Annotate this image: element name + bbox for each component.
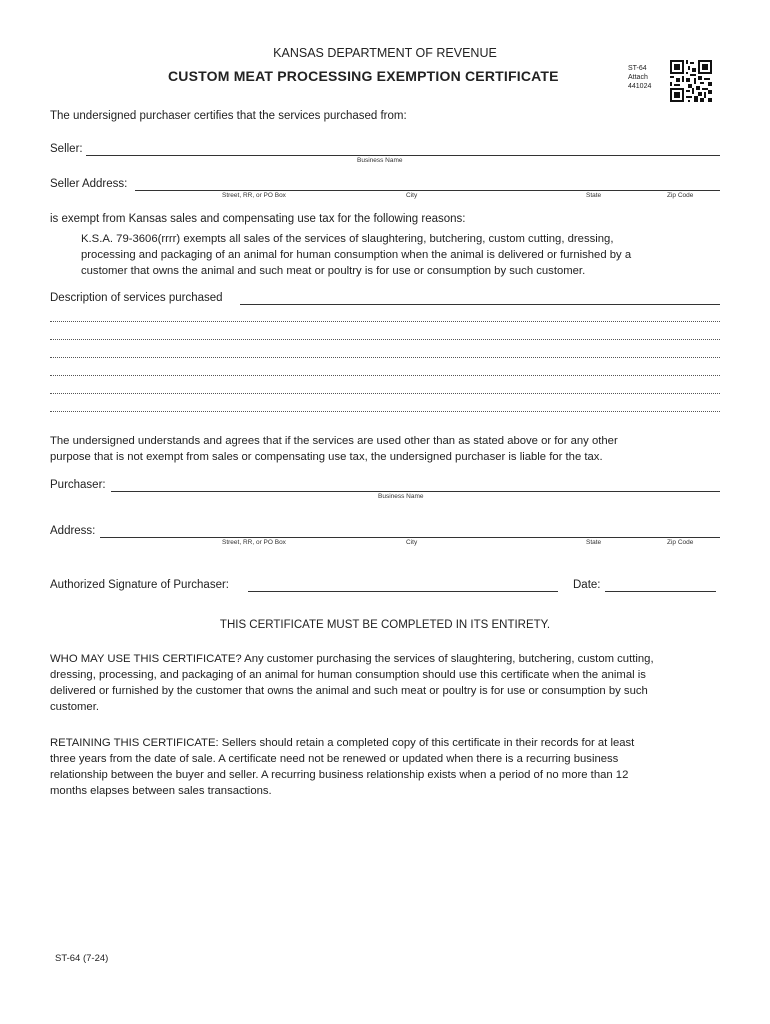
seller-name-input[interactable] xyxy=(88,141,718,155)
seller-address-input[interactable] xyxy=(137,175,717,189)
description-extra-line[interactable] xyxy=(50,321,720,322)
seller-address-line xyxy=(135,190,720,191)
agency-name: KANSAS DEPARTMENT OF REVENUE xyxy=(273,46,497,60)
form-code: ST-64 xyxy=(628,65,647,72)
seller-name-caption: Business Name xyxy=(357,157,403,164)
seller-city-caption: City xyxy=(406,192,418,199)
signature-label: Authorized Signature of Purchaser: xyxy=(50,579,229,591)
purchaser-address-input[interactable] xyxy=(102,522,717,536)
understanding-line: The undersigned understands and agrees that if the services are used other than as stated above or for any other xyxy=(50,435,618,447)
date-line xyxy=(605,591,716,592)
seller-state-caption: State xyxy=(586,192,602,199)
purchaser-state-caption: State xyxy=(586,539,602,546)
description-extra-line[interactable] xyxy=(50,339,720,340)
purchaser-zip-caption: Zip Code xyxy=(667,539,694,546)
qr-code-icon xyxy=(670,60,712,102)
signature-line xyxy=(248,591,558,592)
form-title: CUSTOM MEAT PROCESSING EXEMPTION CERTIFICATE xyxy=(168,68,559,84)
attach-label: Attach xyxy=(628,74,648,81)
description-line xyxy=(240,304,720,305)
seller-name-line xyxy=(86,155,720,156)
reason-line: customer that owns the animal and such meat or poultry is for use or consumption by such customer. xyxy=(81,265,586,277)
description-extra-line[interactable] xyxy=(50,393,720,394)
form-footer-code: ST-64 (7-24) xyxy=(55,953,109,964)
retaining-line: RETAINING THIS CERTIFICATE: Sellers should retain a completed copy of this certificate in their records for at least xyxy=(50,737,635,749)
description-label: Description of services purchased xyxy=(50,292,223,304)
description-extra-line[interactable] xyxy=(50,357,720,358)
who-may-use-line: WHO MAY USE THIS CERTIFICATE? Any customer purchasing the services of slaughtering, butchering, custom cutting, xyxy=(50,653,654,665)
purchaser-address-line xyxy=(100,537,720,538)
signature-input[interactable] xyxy=(250,577,555,591)
reason-line: processing and packaging of an animal for human consumption when the animal is delivered or furnished by a xyxy=(81,249,632,261)
description-extra-line[interactable] xyxy=(50,411,720,412)
who-may-use-line: delivered or furnished by the customer that owns the animal and such meat or poultry is for use or consumption by such xyxy=(50,685,648,697)
attach-number: 441024 xyxy=(628,83,652,90)
date-input[interactable] xyxy=(607,577,715,591)
purchaser-label: Purchaser: xyxy=(50,479,106,491)
retaining-line: three years from the date of sale. A certificate need not be renewed or updated when there is a recurring business xyxy=(50,753,619,765)
purchaser-name-caption: Business Name xyxy=(378,493,424,500)
completion-notice: THIS CERTIFICATE MUST BE COMPLETED IN ITS ENTIRETY. xyxy=(219,619,551,631)
who-may-use-line: customer. xyxy=(50,701,99,713)
date-label: Date: xyxy=(573,579,601,591)
purchaser-street-caption: Street, RR, or PO Box xyxy=(222,539,286,546)
description-input[interactable] xyxy=(242,290,717,304)
retaining-line: months elapses between sales transactions. xyxy=(50,785,272,797)
description-extra-line[interactable] xyxy=(50,375,720,376)
understanding-line: purpose that is not exempt from sales or compensating use tax, the undersigned purchaser is liable for the tax. xyxy=(50,451,603,463)
seller-label: Seller: xyxy=(50,143,83,155)
who-may-use-line: dressing, processing, and packaging of an animal for human consumption should use this certificate when the animal is xyxy=(50,669,646,681)
purchaser-address-label: Address: xyxy=(50,525,96,537)
purchaser-name-input[interactable] xyxy=(113,477,718,491)
purchaser-city-caption: City xyxy=(406,539,418,546)
reason-line: K.S.A. 79-3606(rrrr) exempts all sales of the services of slaughtering, butchering, custom cutting, dressing, xyxy=(81,233,614,245)
intro-text: The undersigned purchaser certifies that the services purchased from: xyxy=(50,110,407,122)
seller-address-label: Seller Address: xyxy=(50,178,128,190)
seller-zip-caption: Zip Code xyxy=(667,192,694,199)
exempt-intro: is exempt from Kansas sales and compensating use tax for the following reasons: xyxy=(50,213,466,225)
retaining-line: relationship between the buyer and seller. A recurring business relationship exists when a period of no more than 12 xyxy=(50,769,629,781)
purchaser-name-line xyxy=(111,491,720,492)
seller-street-caption: Street, RR, or PO Box xyxy=(222,192,286,199)
